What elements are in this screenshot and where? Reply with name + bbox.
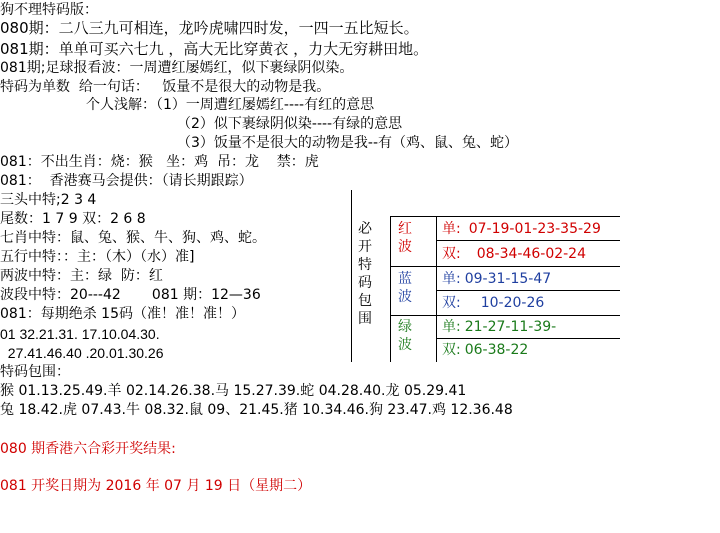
- red-wave-label: [396, 220, 414, 256]
- tail-numbers: 尾数：1 7 9 双：2 6 8: [0, 211, 146, 227]
- box-title-char: 必: [358, 221, 372, 237]
- row-label: 双:: [442, 342, 461, 358]
- wave-char: 波: [398, 337, 412, 353]
- row-label: 单:: [442, 319, 461, 335]
- green-wave-even: [442, 341, 528, 359]
- row-value: 06-38-22: [464, 342, 529, 358]
- three-heads: 三头中特;2 3 4: [0, 192, 97, 208]
- box-title: [356, 220, 374, 328]
- red-wave-even: [442, 245, 586, 263]
- hint-sentence: 特码为单数 给一句话： 饭量不是很大的动物是我。: [0, 79, 331, 95]
- zodiac-numbers-1: 猴 01.13.25.49.羊 02.14.26.38.马 15.27.39.蛇 04.28.40.龙 05.29.41: [0, 383, 467, 399]
- two-waves: 两波中特：主：绿 防：红: [0, 268, 163, 284]
- green-wave-odd: [442, 318, 556, 336]
- row-label: 单:: [442, 221, 461, 237]
- result-title: 080 期香港六合彩开奖结果:: [0, 441, 176, 457]
- seven-zodiacs: 七肖中特：鼠、兔、猴、牛、狗、鸡、蛇。: [0, 230, 266, 246]
- football-hint: 081期;足球报看波：一周遭红屡嫣红，似下裹绿阴似染。: [0, 60, 354, 76]
- poem-080: 080期：二八三九可相连，龙吟虎啸四时发，一四一五比短长。: [0, 19, 419, 37]
- blue-wave-label: [396, 270, 414, 306]
- blue-wave-even: [442, 294, 544, 312]
- green-wave-label: [396, 318, 414, 354]
- zodiac-numbers-2: 兔 18.42.虎 07.43.牛 08.32.鼠 09、21.45.猪 10.34.46.狗 23.47.鸡 12.36.48: [0, 402, 513, 418]
- special-enclose-title: 特码包围：: [0, 364, 70, 380]
- red-wave-odd: [442, 220, 601, 238]
- box-title-char: 特: [358, 257, 372, 273]
- row-value: 21-27-11-39-: [464, 319, 557, 335]
- wave-char: 红: [398, 221, 412, 237]
- blue-wave-odd: [442, 270, 551, 288]
- draw-date: 081 开奖日期为 2016 年 07 月 19 日（星期二）: [0, 478, 312, 494]
- row-label: 双:: [442, 246, 461, 262]
- row-value: 08-34-46-02-24: [476, 246, 586, 262]
- row-value: 09-31-15-47: [464, 271, 552, 287]
- row-value: 07-19-01-23-35-29: [468, 221, 601, 237]
- row-label: 双:: [442, 295, 461, 311]
- box-title-char: 围: [358, 311, 372, 327]
- wave-char: 波: [398, 239, 412, 255]
- wave-char: 绿: [398, 319, 412, 335]
- interpretation-2: （2）似下裹绿阴似染----有绿的意思: [177, 116, 403, 132]
- kill-line: 081：每期绝杀 15码（准！准！准！）: [0, 306, 245, 322]
- kill-numbers-1: 01 32.21.31. 17.10.04.30.: [0, 326, 160, 342]
- five-elements: 五行中特：：主：（木）（水）准]: [0, 249, 195, 265]
- wave-char: 蓝: [398, 271, 412, 287]
- box-title-char: 码: [358, 275, 372, 291]
- interpretation-1: 个人浅解：（1）一周遭红屡嫣红----有红的意思: [86, 97, 375, 113]
- wave-char: 波: [398, 289, 412, 305]
- box-title-char: 包: [358, 293, 372, 309]
- poem-081: 081期：单单可买六七九 ，高大无比穿黄衣 ，力大无穷耕田地。: [0, 40, 429, 58]
- range-line: 波段中特：20---42 081 期：12—36: [0, 287, 261, 303]
- row-value: 10-20-26: [480, 295, 545, 311]
- wave-table: [351, 190, 620, 362]
- kill-numbers-2: 27.41.46.40 .20.01.30.26: [0, 345, 164, 361]
- doc-title: 狗不理特码版：: [0, 2, 98, 18]
- box-title-char: 开: [358, 239, 372, 255]
- row-label: 单:: [442, 271, 461, 287]
- zodiac-line: 081：不出生肖：烧：猴 坐：鸡 吊：龙 禁：虎: [0, 154, 319, 170]
- jockey-club-line: 081： 香港赛马会提供：（请长期跟踪）: [0, 173, 253, 189]
- interpretation-3: （3）饭量不是很大的动物是我--有（鸡、鼠、兔、蛇）: [177, 135, 519, 151]
